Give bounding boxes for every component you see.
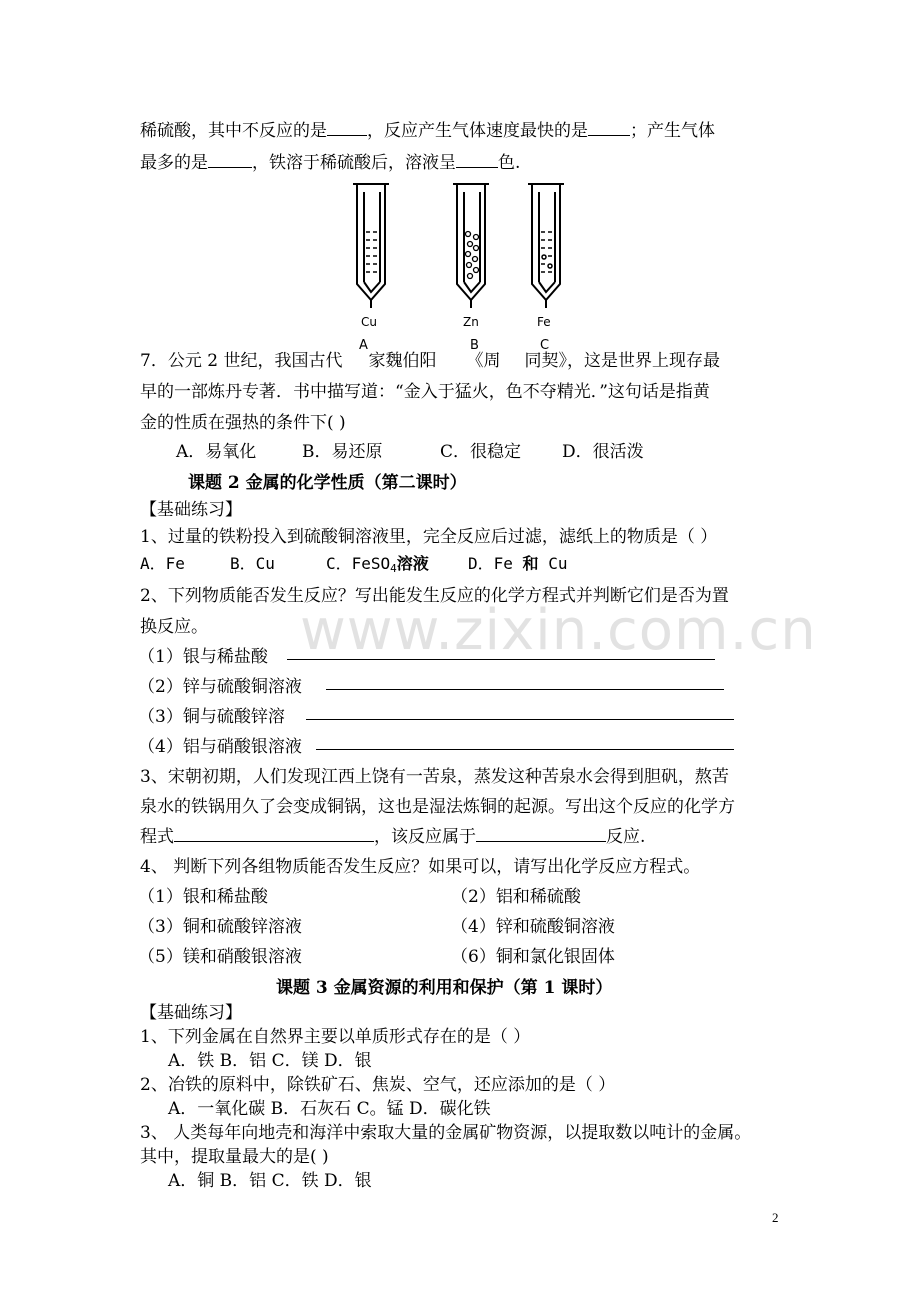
answer-line	[306, 719, 734, 720]
s2-q2-item3: （3）铜与硫酸锌溶	[138, 707, 285, 727]
text: 同契》，这是世界上现存最	[524, 351, 720, 371]
text: 和	[522, 554, 539, 573]
text: D．Fe	[468, 554, 523, 573]
text: 家魏伯阳	[368, 351, 437, 371]
q7-options	[176, 437, 644, 462]
q7-line1	[140, 346, 720, 371]
q6-line1	[140, 116, 715, 141]
tube-label-cu: Cu	[361, 315, 377, 329]
s2-q4: 4、 判断下列各组物质能否发生反应？如果可以，请写出化学反应方程式。	[140, 857, 701, 877]
tube-letter-c: C	[540, 338, 550, 353]
s2-q3-line3	[140, 822, 645, 847]
option-c: C．很稳定	[440, 442, 522, 462]
tube-letter-b: B	[470, 338, 479, 353]
page-number: 2	[772, 1210, 779, 1225]
option-d	[468, 551, 567, 574]
option-d: D．很活泼	[562, 442, 644, 462]
q7-line3: 金的性质在强热的条件下( )	[140, 413, 346, 433]
s2-q4-item4: （4）锌和硫酸铜溶液	[451, 917, 615, 937]
answer-blank	[456, 149, 498, 168]
s2-q2-item2: （2）锌与硫酸铜溶液	[138, 677, 302, 697]
tube-fe	[528, 184, 564, 308]
s2-q2-line2: 换反应。	[140, 617, 208, 637]
text: ，该反应属于	[374, 827, 476, 847]
option-b: B．Cu	[230, 554, 275, 573]
text: 程式	[140, 827, 174, 847]
s2-q4-item2: （2）铝和稀硫酸	[451, 887, 581, 907]
tube-label-zn: Zn	[463, 315, 479, 329]
answer-line	[326, 689, 724, 690]
tube-zn	[453, 184, 489, 308]
s2-q3-line1: 3、宋朝初期，人们发现江西上饶有一苦泉，蒸发这种苦泉水会得到胆矾，熬苦	[140, 767, 729, 787]
text: 《周	[466, 351, 501, 371]
tube-letter-a: A	[359, 338, 368, 353]
test-tubes-figure	[345, 182, 575, 337]
text: 色.	[498, 153, 521, 173]
s3-q1-options: A．铁 B．铝 C．镁 D．银	[168, 1051, 372, 1071]
s2-q4-item1: （1）银和稀盐酸	[138, 887, 268, 907]
text: ；产生气体	[630, 121, 715, 141]
option-c	[326, 551, 468, 575]
answer-blank	[174, 823, 374, 842]
tube-cu	[353, 184, 389, 308]
option-a: A．易氧化	[176, 442, 257, 462]
s2-q1-options	[140, 551, 567, 575]
s3-q3-options: A．铜 B．铝 C．铁 D．银	[168, 1171, 372, 1191]
s2-q2-item1: （1）银与稀盐酸	[138, 647, 268, 667]
s3-q2: 2、冶铁的原料中，除铁矿石、焦炭、空气，还应添加的是（ ）	[140, 1075, 616, 1095]
s2-q2-line1: 2、下列物质能否发生反应？写出能发生反应的化学方程式并判断它们是否为置	[140, 586, 729, 606]
option-a: A．Fe	[140, 554, 185, 573]
text: ，反应产生气体速度最快的是	[367, 121, 588, 141]
s3-q2-options: A．一氧化碳 B．石灰石 C。锰 D．碳化铁	[168, 1099, 491, 1119]
answer-line	[316, 749, 734, 750]
section2-title: 课题 2 金属的化学性质（第二课时）	[188, 473, 467, 493]
text: C．FeSO	[326, 554, 391, 573]
answer-blank	[588, 117, 630, 136]
s2-q3-line2: 泉水的铁锅用久了会变成铜锅，这也是湿法炼铜的起源。写出这个反应的化学方	[140, 797, 735, 817]
q6-line2	[140, 148, 520, 173]
s2-q4-item3: （3）铜和硫酸锌溶液	[138, 917, 302, 937]
section3-title: 课题 3 金属资源的利用和保护（第 1 课时）	[276, 978, 613, 998]
text: 溶液	[396, 554, 429, 573]
s2-q1: 1、过量的铁粉投入到硫酸铜溶液里，完全反应后过滤，滤纸上的物质是（ ）	[140, 527, 718, 547]
s3-q3-line2: 其中，提取量最大的是( )	[140, 1147, 329, 1167]
s3-q1: 1、下列金属在自然界主要以单质形式存在的是（ ）	[140, 1027, 531, 1047]
answer-blank	[476, 823, 606, 842]
section3-practice-heading: 【基础练习】	[140, 1003, 242, 1023]
s2-q4-item5: （5）镁和硝酸银溶液	[138, 947, 302, 967]
subscript: 4	[390, 562, 397, 575]
tube-label-fe: Fe	[537, 315, 551, 329]
option-b: B．易还原	[302, 442, 383, 462]
text: 反应.	[606, 827, 646, 847]
q7-line2: 早的一部炼丹专著．书中描写道：“金入于猛火，色不夺精光．”这句话是指黄	[140, 382, 710, 402]
watermark: www.zixin.com.cn	[300, 598, 817, 663]
text: 稀硫酸，其中不反应的是	[140, 121, 327, 141]
text: 7．公元 2 世纪，我国古代	[140, 351, 343, 371]
section2-practice-heading: 【基础练习】	[140, 500, 242, 520]
s2-q2-item4: （4）铝与硝酸银溶液	[138, 737, 302, 757]
s3-q3-line1: 3、 人类每年向地壳和海洋中索取大量的金属矿物资源，以提取数以吨计的金属。	[140, 1123, 752, 1143]
text: Cu	[538, 554, 568, 573]
text: 最多的是	[140, 153, 208, 173]
answer-blank	[327, 117, 367, 136]
s2-q4-item6: （6）铜和氯化银固体	[451, 947, 615, 967]
text: ，铁溶于稀硫酸后，溶液呈	[252, 153, 456, 173]
answer-blank	[208, 149, 252, 168]
